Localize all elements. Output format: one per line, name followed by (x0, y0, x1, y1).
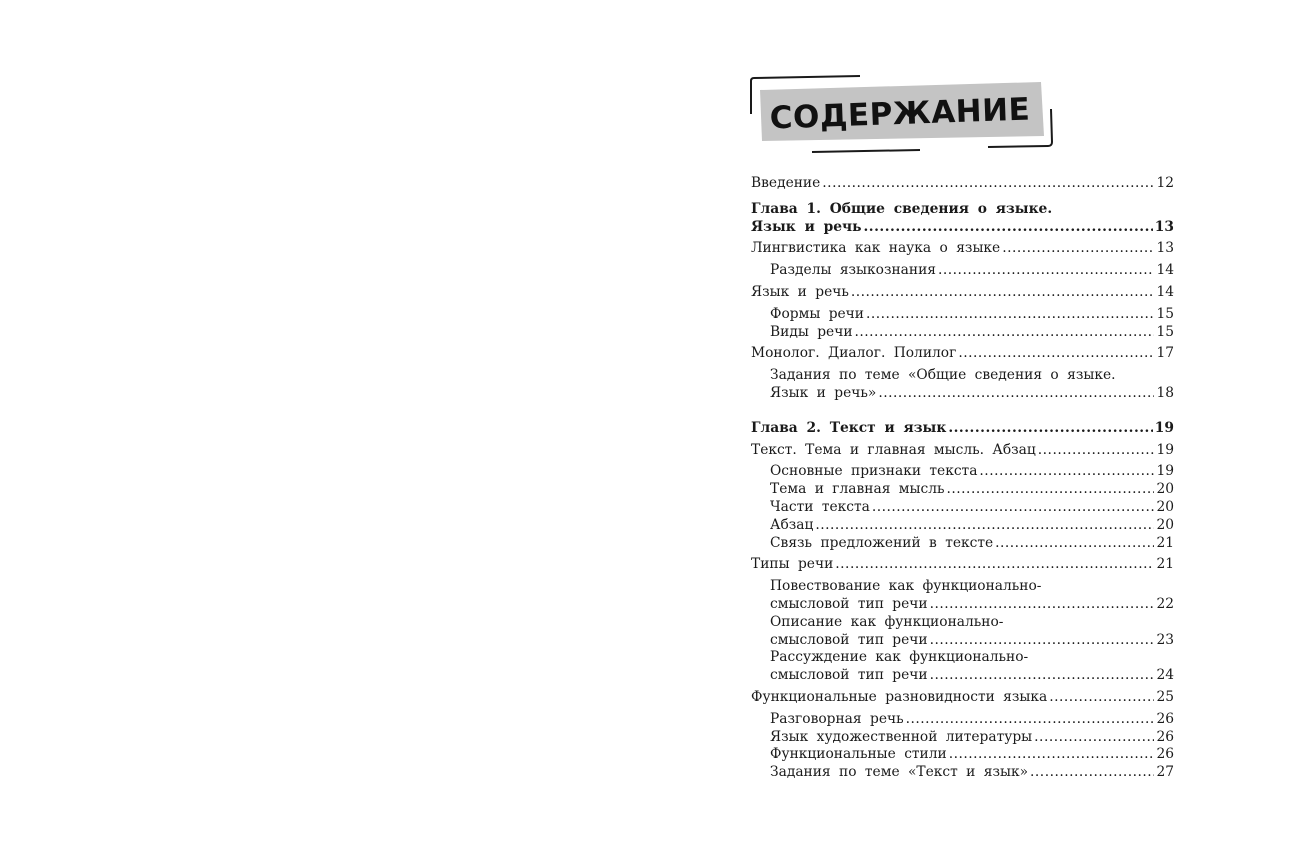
toc-entry-title: Функциональные стили (770, 746, 947, 763)
toc-entry (751, 284, 1174, 302)
dot-leader (949, 746, 1155, 764)
dot-leader (1034, 729, 1154, 747)
toc-subentry (751, 535, 1174, 553)
toc-entry-title: Основные признаки текста (770, 463, 978, 480)
toc-entry-page: 27 (1156, 764, 1174, 781)
toc-entry-page: 26 (1156, 746, 1174, 763)
toc-subentry (751, 578, 1174, 614)
dot-leader (815, 517, 1154, 535)
toc-entry-title: Разделы языкознания (770, 262, 937, 279)
toc-subentry (751, 306, 1174, 324)
toc-entry-page: 20 (1156, 481, 1174, 498)
toc-entry-page: 26 (1156, 728, 1174, 745)
dot-leader (930, 632, 1155, 650)
toc-entry-title: Описание как функционально- (770, 613, 1004, 630)
toc-entry-page: 14 (1156, 262, 1174, 279)
dot-leader (948, 420, 1152, 438)
toc-entry-title-cont: смысловой тип речи (770, 667, 928, 684)
toc-entry-title: Тема и главная мысль (770, 481, 945, 498)
dot-leader (851, 284, 1155, 302)
toc-entry-title: Виды речи (770, 323, 853, 340)
toc-entry (751, 689, 1174, 707)
toc-entry-page: 17 (1156, 345, 1174, 362)
toc-entry-page: 19 (1156, 441, 1174, 458)
toc-subentry (751, 262, 1174, 280)
toc-subentry (751, 614, 1174, 650)
toc-entry-title: Глава 1. Общие сведения о языке. (751, 200, 1053, 217)
dot-leader (1030, 764, 1154, 782)
toc-entry-title: Повествование как функционально- (770, 578, 1042, 595)
toc-entry-page: 24 (1156, 667, 1174, 684)
toc-entry-title: Текст. Тема и главная мысль. Абзац (751, 441, 1036, 458)
dot-leader (930, 667, 1155, 685)
toc-entry-page: 15 (1156, 323, 1174, 340)
table-of-contents (751, 175, 1174, 782)
toc-entry (751, 175, 1174, 193)
toc-entry-title-cont: смысловой тип речи (770, 595, 928, 612)
toc-subentry (751, 499, 1174, 517)
toc-entry-title: Функциональные разновидности языка (751, 688, 1048, 705)
toc-entry-page: 13 (1154, 218, 1174, 235)
toc-entry-title: Формы речи (770, 305, 865, 322)
toc-entry-title: Разговорная речь (770, 710, 904, 727)
toc-subentry (751, 729, 1174, 747)
toc-entry-chapter (751, 420, 1174, 438)
toc-entry-title: Рассуждение как функционально- (770, 649, 1029, 666)
toc-subentry (751, 367, 1174, 403)
page-title: СОДЕРЖАНИЕ (769, 91, 1031, 137)
dot-leader (1002, 240, 1154, 258)
toc-subentry (751, 517, 1174, 535)
toc-subentry (751, 463, 1174, 481)
dot-leader (855, 324, 1155, 342)
toc-entry-title-cont: Язык и речь (751, 218, 862, 235)
toc-entry-title: Задания по теме «Общие сведения о языке. (770, 367, 1116, 384)
toc-entry-page: 19 (1156, 463, 1174, 480)
toc-entry-title: Язык и речь (751, 283, 849, 300)
toc-entry-title: Введение (751, 175, 821, 191)
toc-entry-title: Задания по теме «Текст и язык» (770, 764, 1029, 781)
toc-subentry (751, 764, 1174, 782)
toc-entry-page: 19 (1154, 419, 1174, 436)
dot-leader (835, 556, 1154, 574)
toc-entry-page: 25 (1156, 688, 1174, 705)
toc-entry-page: 18 (1156, 384, 1174, 401)
dot-leader (995, 535, 1154, 553)
toc-subentry (751, 649, 1174, 685)
dot-leader (864, 219, 1153, 237)
toc-subentry (751, 711, 1174, 729)
toc-entry-title: Части текста (770, 498, 870, 515)
toc-entry-page: 20 (1156, 516, 1174, 533)
toc-subentry (751, 324, 1174, 342)
toc-entry-page: 21 (1156, 534, 1174, 551)
toc-entry-page: 13 (1156, 240, 1174, 257)
underline-bottom (812, 150, 920, 152)
dot-leader (930, 596, 1155, 614)
dot-leader (938, 262, 1154, 280)
toc-entry (751, 442, 1174, 460)
toc-entry-page: 22 (1156, 595, 1174, 612)
toc-entry-page: 23 (1156, 631, 1174, 648)
toc-entry-page: 12 (1156, 175, 1174, 191)
dot-leader (878, 385, 1154, 403)
dot-leader (1038, 442, 1155, 460)
toc-entry (751, 240, 1174, 258)
toc-subentry (751, 481, 1174, 499)
toc-entry-page: 15 (1156, 305, 1174, 322)
right-page (650, 0, 1300, 856)
toc-entry-title: Связь предложений в тексте (770, 534, 994, 551)
toc-entry-title: Абзац (770, 516, 814, 533)
dot-leader (958, 345, 1154, 363)
toc-entry-title: Монолог. Диалог. Полилог (751, 345, 957, 362)
toc-entry-title: Лингвистика как наука о языке (751, 240, 1001, 257)
dot-leader (906, 711, 1155, 729)
contents-heading-block (748, 74, 1058, 156)
dot-leader (822, 175, 1154, 193)
toc-entry-chapter (751, 201, 1174, 237)
toc-entry-title-cont: Язык и речь» (770, 384, 877, 401)
dot-leader (872, 499, 1155, 517)
toc-entry-page: 26 (1156, 710, 1174, 727)
toc-entry-page: 20 (1156, 498, 1174, 515)
toc-subentry (751, 746, 1174, 764)
dot-leader (979, 463, 1154, 481)
toc-entry (751, 556, 1174, 574)
toc-entry-title-cont: смысловой тип речи (770, 631, 928, 648)
toc-entry-title: Глава 2. Текст и язык (751, 419, 947, 436)
dot-leader (947, 481, 1155, 499)
toc-entry-page: 14 (1156, 283, 1174, 300)
toc-entry-title: Типы речи (751, 556, 834, 573)
dot-leader (866, 306, 1154, 324)
toc-entry (751, 345, 1174, 363)
dot-leader (1049, 689, 1154, 707)
toc-entry-title: Язык художественной литературы (770, 728, 1033, 745)
toc-entry-page: 21 (1156, 556, 1174, 573)
